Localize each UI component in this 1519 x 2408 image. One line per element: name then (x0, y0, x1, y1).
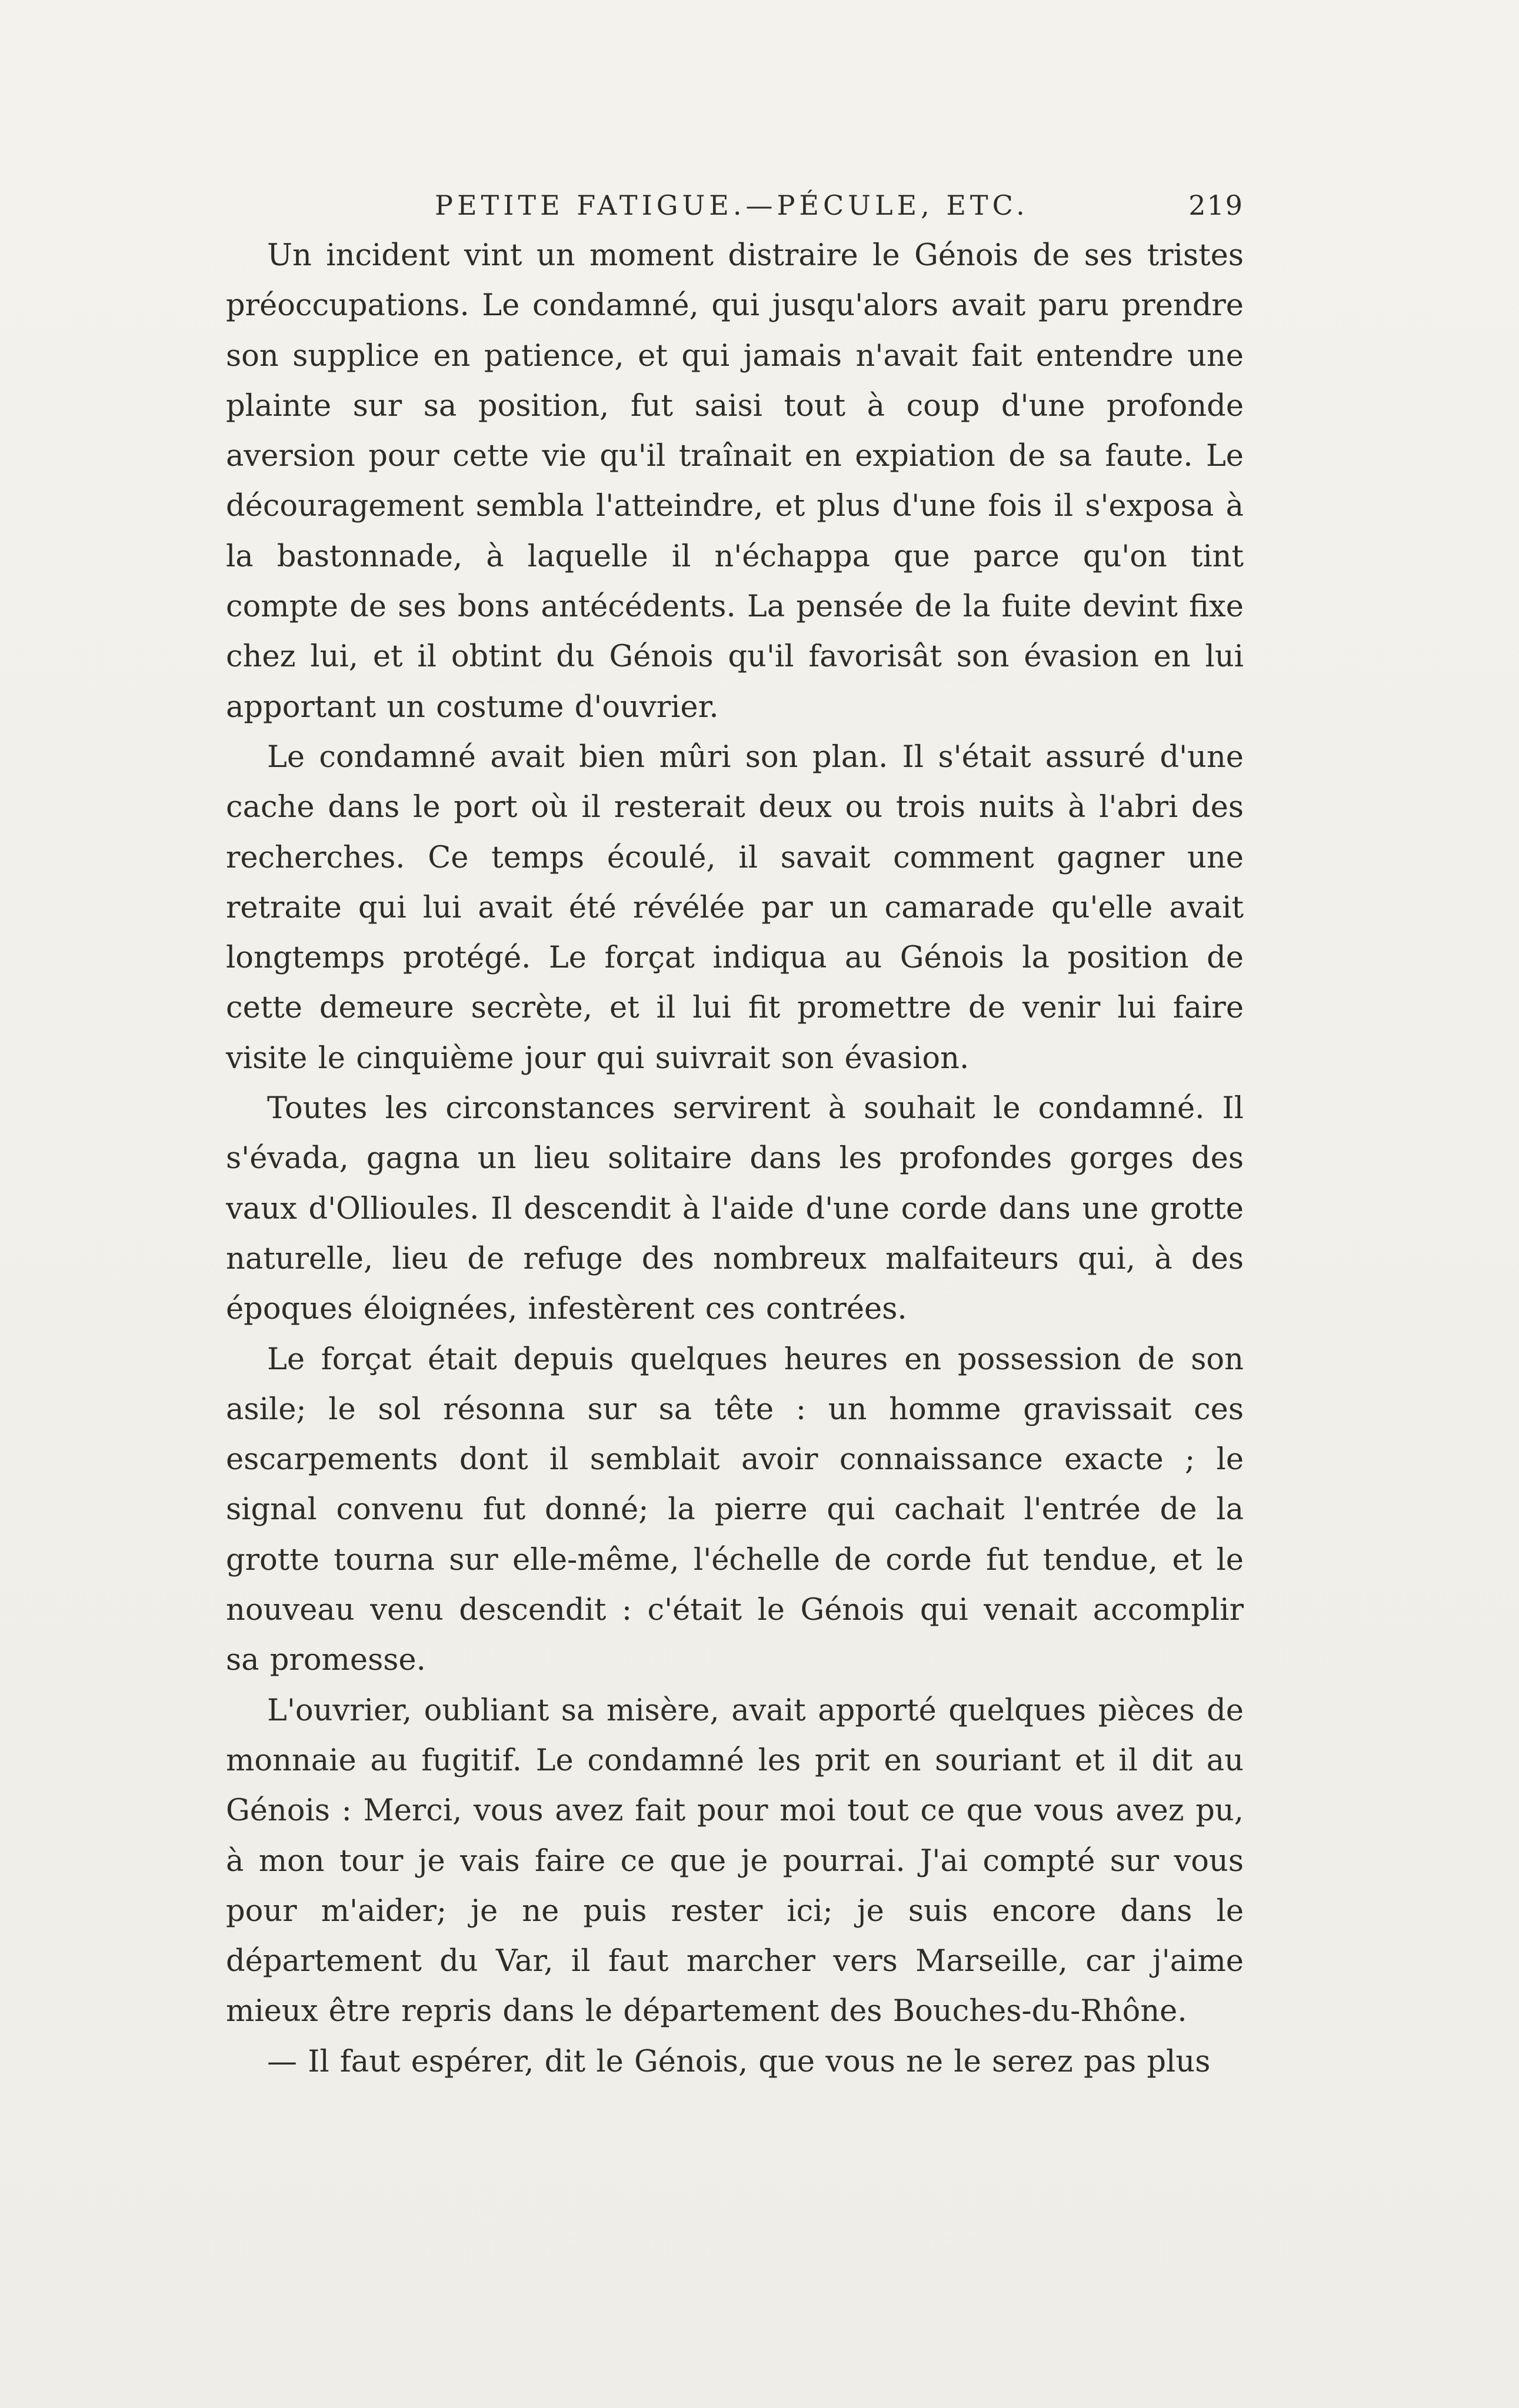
page-header (226, 189, 1244, 231)
paragraph: Un incident vint un moment distraire le Génois de ses tristes préoccupations. Le condamné, qui jusqu'alors avait paru prendre son supplice en patience, et qui jamais n'avait fait entendre une plainte sur sa position, fut saisi tout à coup d'une profonde aversion pour cette vie qu'il traînait en expiation de sa faute. Le découragement sembla l'atteindre, et plus d'une fois il s'exposa à la bastonnade, à laquelle il n'échappa que parce qu'on tint compte de ses bons antécédents. La pensée de la fuite devint fixe chez lui, et il obtint du Génois qu'il favorisât son évasion en lui apportant un costume d'ouvrier. (226, 238, 1244, 725)
paragraph: L'ouvrier, oubliant sa misère, avait apporté quelques pièces de monnaie au fugitif. Le condamné les prit en souriant et il dit au Génois : Merci, vous avez fait pour moi tout ce que vous avez pu, à mon tour je vais faire ce que je pourrai. J'ai compté sur vous pour m'aider; je ne puis rester ici; je suis encore dans le département du Var, il faut marcher vers Marseille, car j'aime mieux être repris dans le département des Bouches-du-Rhône. (226, 1693, 1244, 2029)
paragraph: — Il faut espérer, dit le Génois, que vous ne le serez pas plus (267, 2044, 1211, 2079)
paragraph: Le forçat était depuis quelques heures en possession de son asile; le sol résonna sur sa tête : un homme gravissait ces escarpements dont il semblait avoir connaissance exacte ; le signal convenu fut donné; la pierre qui cachait l'entrée de la grotte tourna sur elle-même, l'échelle de corde fut tendue, et le nouveau venu descendit : c'était le Génois qui venait accomplir sa promesse. (226, 1342, 1244, 1678)
page-number: 219 (1188, 189, 1244, 221)
paragraph: Toutes les circonstances servirent à souhait le condamné. Il s'évada, gagna un lieu solitaire dans les profondes gorges des vaux d'Ollioules. Il descendit à l'aide d'une corde dans une grotte naturelle, lieu de refuge des nombreux malfaiteurs qui, à des époques éloignées, infestèrent ces contrées. (226, 1091, 1244, 1327)
text-block (226, 189, 1244, 2087)
paragraph: Le condamné avait bien mûri son plan. Il s'était assuré d'une cache dans le port où il resterait deux ou trois nuits à l'abri des recherches. Ce temps écoulé, il savait comment gagner une retraite qui lui avait été révélée par un camarade qu'elle avait longtemps protégé. Le forçat indiqua au Génois la position de cette demeure secrète, et il lui fit promettre de venir lui faire visite le cinquième jour qui suivrait son évasion. (226, 739, 1244, 1076)
running-title: PETITE FATIGUE.—PÉCULE, ETC. (435, 189, 1029, 221)
